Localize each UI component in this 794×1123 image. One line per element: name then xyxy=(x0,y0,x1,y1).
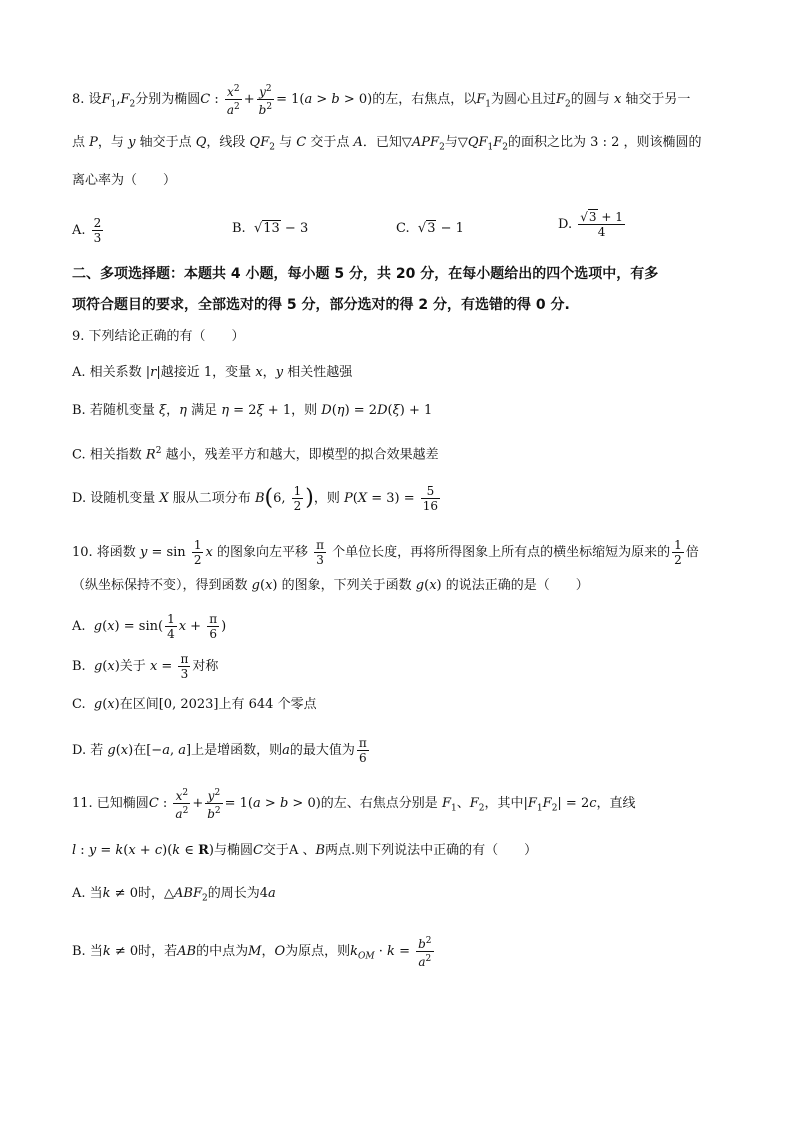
q8-line2: 点 P，与 y 轴交于点 Q，线段 $QF_2$ 与 C 交于点 A．已知$▽APF_2$与$▽QF_1F_2$的面积之比为 3 : 2 ，则该椭圆的 xyxy=(72,135,702,153)
q9-option-a[interactable]: A. 相关系数 |r|越接近 1，变量 x，y 相关性越强 xyxy=(72,365,353,380)
q8-line1: 8. 设$F_1,F_2$分别为椭圆C : $\frac{x^2}{a^2}$ + $\frac{y^2}{b^2}$ = 1(a > b > 0)的左，右焦点，以$F_1$为圆心且过$F_2$的圆与 x 轴交于另一 xyxy=(72,84,691,117)
q8-line3: 离心率为（ ） xyxy=(72,173,177,188)
section2-line1: 二、多项选择题：本题共 4 小题，每小题 5 分，共 20 分，在每小题给出的四个选项中，有多 xyxy=(72,266,659,282)
q9-stem: 9. 下列结论正确的有（ ） xyxy=(72,329,245,344)
q8-option-b[interactable]: B. √13 − 3 xyxy=(232,221,309,236)
q10-option-a[interactable]: A. g(x) = sin( $\frac{1}{4}$ x + $\frac{\pi}{6}$ ) xyxy=(72,612,227,641)
q10-option-d[interactable]: D. 若 g(x)在[−a, a]上是增函数，则a的最大值为 $\frac{\pi}{6}$ xyxy=(72,736,367,765)
section2-line2: 项符合题目的要求，全部选对的得 5 分，部分选对的得 2 分，有选错的得 0 分. xyxy=(72,297,570,313)
q10-option-c[interactable]: C. g(x)在区间[0, 2023]上有 644 个零点 xyxy=(72,697,317,712)
q10-line1: 10. 将函数 y = sin $\frac{1}{2}$ x 的图象向左平移 $\frac{\pi}{3}$ 个单位长度，再将所得图象上所有点的横坐标缩短为原来的 $\frac{1}{2}$ 倍 xyxy=(72,538,699,567)
q9-option-d[interactable]: D. 设随机变量 X 服从二项分布 B(6, $\frac{1}{2}$ )，则 P(X = 3) = $\frac{5}{16}$ xyxy=(72,484,439,513)
q8-option-a[interactable]: A. $\frac{2}{3}$ xyxy=(72,216,102,245)
q8-option-c[interactable]: C. √3 − 1 xyxy=(396,221,464,236)
q10-line2: （纵坐标保持不变），得到函数 g(x) 的图象，下列关于函数 g(x) 的说法正确的是（ ） xyxy=(72,578,589,593)
q9-option-b[interactable]: B. 若随机变量 ξ，η 满足 η = 2ξ + 1，则 D(η) = 2D(ξ) + 1 xyxy=(72,403,433,418)
q11-option-b[interactable]: B. 当k ≠ 0时，若AB的中点为M，O为原点，则$k_{OM} \cdot k$ = $\frac{b^2}{a^2}$ xyxy=(72,936,432,969)
q10-option-b[interactable]: B. g(x)关于 x = $\frac{\pi}{3}$ 对称 xyxy=(72,652,219,681)
q11-line1: 11. 已知椭圆C : $\frac{x^2}{a^2}$ + $\frac{y^2}{b^2}$ = 1(a > b > 0)的左、右焦点分别是 $F_1$、$F_2$，其中$|F_1F_2| = 2c$，直线 xyxy=(72,788,636,821)
q8-option-d[interactable]: D. $\frac{√3 + 1}{4}$ xyxy=(558,210,623,239)
q11-option-a[interactable]: A. 当k ≠ 0时，$\triangle ABF_2$的周长为4a xyxy=(72,886,276,904)
q11-line2: l : y = k(x + c)(k ∈ R)与椭圆C交于A 、B两点.则下列说法中正确的有（ ） xyxy=(72,843,538,858)
q9-option-c[interactable]: C. 相关指数 $R^2$ 越小，残差平方和越大，即模型的拟合效果越差 xyxy=(72,446,439,463)
